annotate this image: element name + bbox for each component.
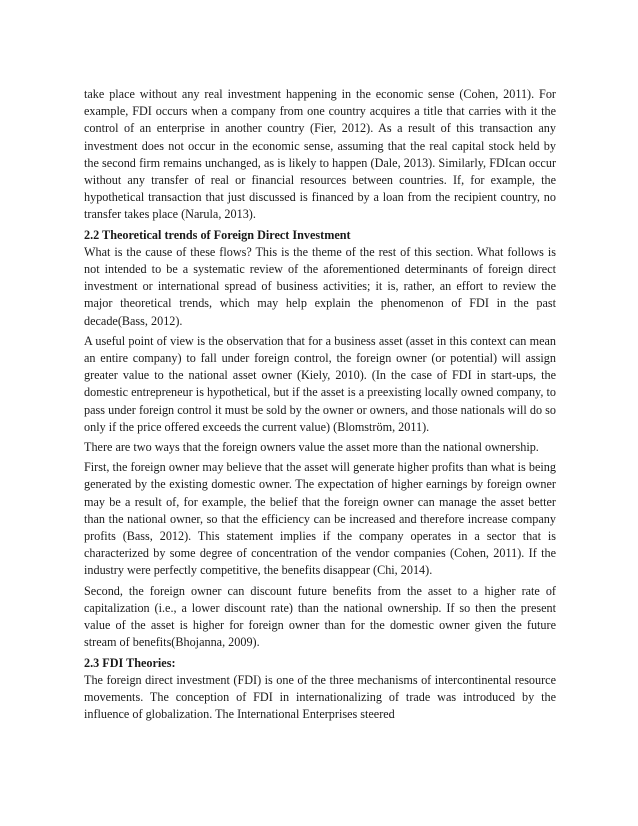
section-heading-2-2: 2.2 Theoretical trends of Foreign Direct Investment [84, 227, 351, 242]
paragraph-cause-of-flows: What is the cause of these flows? This is the theme of the rest of this section. What follows is not intended to be a systematic review of the aforementioned determinants of foreign direct investment or international spread of business activities; it is, rather, an effort to review the major theoretical trends, which may help explain the phenomenon of FDI in the past decade(Bass, 2012). [84, 244, 556, 328]
section-heading-2-3: 2.3 FDI Theories: [84, 655, 176, 670]
paragraph-first-way: First, the foreign owner may believe that the asset will generate higher profits than what is being generated by the existing domestic owner. The expectation of higher earnings by foreign owner may be a result of, for example, the belief that the foreign owner can manage the asset better than the national owner, so that the efficiency can be increased and therefore increase company profits (Bass, 2012). This statement implies if the company operates in a sector that is characterized by some degree of concentration of the vendor companies (Cohen, 2011). If the industry were perfectly competitive, the benefits disappear (Chi, 2014). [84, 460, 556, 578]
document-page [84, 86, 556, 726]
paragraph-fdi-transfer: take place without any real investment happening in the economic sense (Cohen, 2011). For example, FDI occurs when a company from one country acquires a title that carries with it the control of an enterprise in another country (Fier, 2012). As a result of this transaction any investment does not occur in the economic sense, assuming that the real capital stock held by the second firm remains unchanged, as is likely to happen (Dale, 2013). Similarly, FDIcan occur without any transfer of real or financial resources between countries. If, for example, the hypothetical transaction that just discussed is financed by a loan from the recipient country, no transfer takes place (Narula, 2013). [84, 87, 556, 222]
paragraph-business-asset: A useful point of view is the observation that for a business asset (asset in this context can mean an entire company) to fall under foreign control, the foreign owner (or potential) will assign greater value to the national asset owner (Kiely, 2010). (In the case of FDI in start-ups, the domestic entrepreneur is hypothetical, but if the asset is a preexisting locally owned company, to pass under foreign control it must be sold by the owner or owners, and those nationals will do so only if the price offered exceeds the current value) (Blomström, 2011). [84, 333, 556, 434]
paragraph-fdi-theories: The foreign direct investment (FDI) is one of the three mechanisms of intercontinental resource movements. The conception of FDI in internationalizing of trade was introduced by the influence of globalization. The International Enterprises steered [84, 672, 556, 722]
paragraph-two-ways: There are two ways that the foreign owners value the asset more than the national ownership. [84, 440, 539, 455]
paragraph-second-way: Second, the foreign owner can discount future benefits from the asset to a higher rate of capitalization (i.e., a lower discount rate) than the national ownership. If so then the present value of the asset is higher for foreign owner than for the domestic owner given the future stream of benefits(Bhojanna, 2009). [84, 583, 556, 650]
